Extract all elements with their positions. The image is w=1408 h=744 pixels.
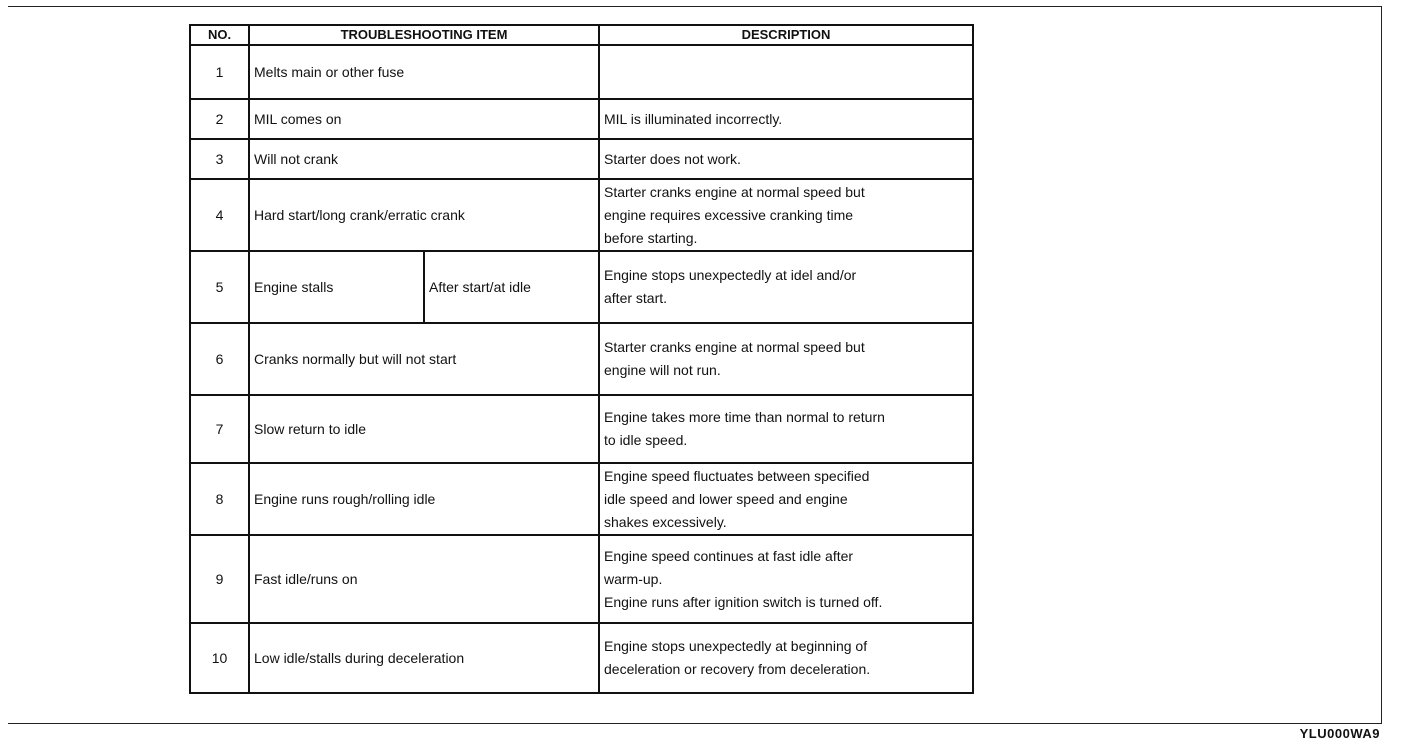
table-row <box>190 323 973 395</box>
description-line: shakes excessively. <box>604 513 727 530</box>
table-row <box>190 179 973 251</box>
description <box>599 251 973 323</box>
description-line: Engine speed fluctuates between specified <box>604 467 870 484</box>
header-no: NO. <box>190 25 249 45</box>
description <box>599 323 973 395</box>
description <box>599 463 973 535</box>
description-line: MIL is illuminated incorrectly. <box>604 110 783 127</box>
description-line: before starting. <box>604 229 698 246</box>
description <box>599 179 973 251</box>
description-line: Starter cranks engine at normal speed but <box>604 183 865 200</box>
row-number: 9 <box>190 535 249 623</box>
description-line: Starter cranks engine at normal speed but <box>604 339 865 355</box>
description <box>599 535 973 623</box>
troubleshooting-item: Melts main or other fuse <box>249 45 599 99</box>
row-number: 4 <box>190 179 249 251</box>
troubleshooting-item: Low idle/stalls during deceleration <box>249 623 599 693</box>
troubleshooting-table <box>189 24 974 694</box>
description-line: engine will not run. <box>604 362 721 378</box>
table-row <box>190 45 973 99</box>
troubleshooting-item: Cranks normally but will not start <box>249 323 599 395</box>
table-row <box>190 139 973 179</box>
description-line: Starter does not work. <box>604 150 741 167</box>
troubleshooting-item: Fast idle/runs on <box>249 535 599 623</box>
figure-id: YLU000WA9 <box>1299 726 1380 741</box>
description <box>599 45 973 99</box>
table-row <box>190 395 973 463</box>
table-row <box>190 463 973 535</box>
description-line: engine requires excessive cranking time <box>604 206 854 223</box>
troubleshooting-item: Engine stalls <box>249 251 424 323</box>
description <box>599 623 973 693</box>
row-number: 1 <box>190 45 249 99</box>
table-row <box>190 99 973 139</box>
description-line: Engine takes more time than normal to return <box>604 409 885 425</box>
description-line: after start. <box>604 290 668 306</box>
troubleshooting-item: Engine runs rough/rolling idle <box>249 463 599 535</box>
header-description: DESCRIPTION <box>599 25 973 45</box>
header-troubleshooting-item: TROUBLESHOOTING ITEM <box>249 25 599 45</box>
description-line: Engine runs after ignition switch is turned off. <box>604 593 883 610</box>
table-row <box>190 251 973 323</box>
table-row <box>190 535 973 623</box>
row-number: 2 <box>190 99 249 139</box>
description-line: warm-up. <box>604 570 663 587</box>
row-number: 6 <box>190 323 249 395</box>
row-number: 10 <box>190 623 249 693</box>
troubleshooting-item: MIL comes on <box>249 99 599 139</box>
table-header-row <box>190 25 973 45</box>
description-line: Engine speed continues at fast idle after <box>604 547 854 564</box>
description-line: Engine stops unexpectedly at beginning of <box>604 638 868 654</box>
description-line: deceleration or recovery from deceleration. <box>604 661 871 677</box>
description <box>599 395 973 463</box>
table-row <box>190 623 973 693</box>
row-number: 3 <box>190 139 249 179</box>
row-number: 5 <box>190 251 249 323</box>
troubleshooting-item: Slow return to idle <box>249 395 599 463</box>
description-line: to idle speed. <box>604 432 688 448</box>
description <box>599 99 973 139</box>
row-number: 7 <box>190 395 249 463</box>
row-number: 8 <box>190 463 249 535</box>
troubleshooting-item: Hard start/long crank/erratic crank <box>249 179 599 251</box>
troubleshooting-sub-item: After start/at idle <box>424 251 599 323</box>
description-line: idle speed and lower speed and engine <box>604 490 848 507</box>
description <box>599 139 973 179</box>
description-line: Engine stops unexpectedly at idel and/or <box>604 267 857 283</box>
troubleshooting-item: Will not crank <box>249 139 599 179</box>
